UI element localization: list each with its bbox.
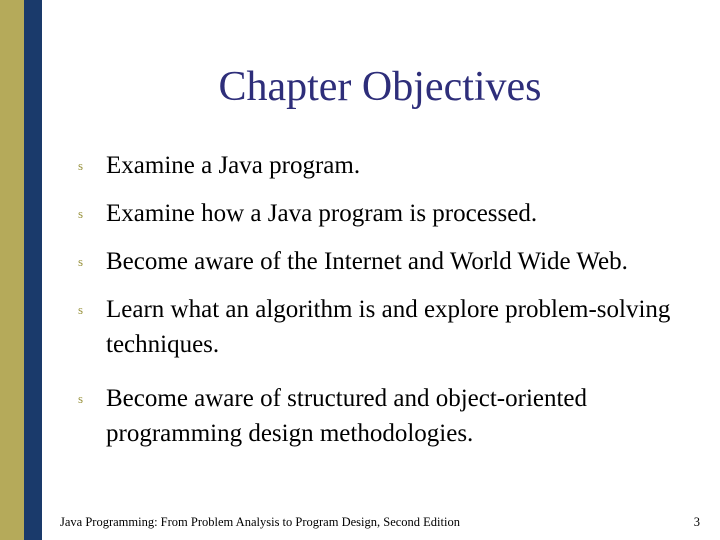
objective-text: Examine how a Java program is processed. <box>106 200 538 227</box>
objectives-list <box>76 148 706 470</box>
objective-text: Examine a Java program. <box>106 152 361 179</box>
objective-item <box>76 196 706 231</box>
objective-item <box>76 244 706 279</box>
objective-item <box>76 292 706 362</box>
bullet-diamond-icon: s <box>78 302 84 317</box>
bullet-diamond-icon: s <box>78 391 84 406</box>
footer-text: Java Programming: From Problem Analysis to Program Design, Second Edition <box>60 515 460 529</box>
bullet-diamond-icon: s <box>78 206 84 221</box>
objective-text: Become aware of the Internet and World Wide Web. <box>106 248 628 275</box>
left-bar-divider <box>42 0 45 540</box>
objective-text: Learn what an algorithm is and explore problem-solving techniques. <box>106 296 671 358</box>
objective-text: Become aware of structured and object-oriented programming design methodologies. <box>106 385 588 447</box>
bullet-diamond-icon: s <box>78 254 84 269</box>
objective-item <box>76 381 706 451</box>
objective-item <box>76 148 706 183</box>
bullet-diamond-icon: s <box>78 158 84 173</box>
page-number: 3 <box>693 515 700 529</box>
left-navy-bar <box>24 0 42 540</box>
slide-title: Chapter Objectives <box>218 64 542 110</box>
